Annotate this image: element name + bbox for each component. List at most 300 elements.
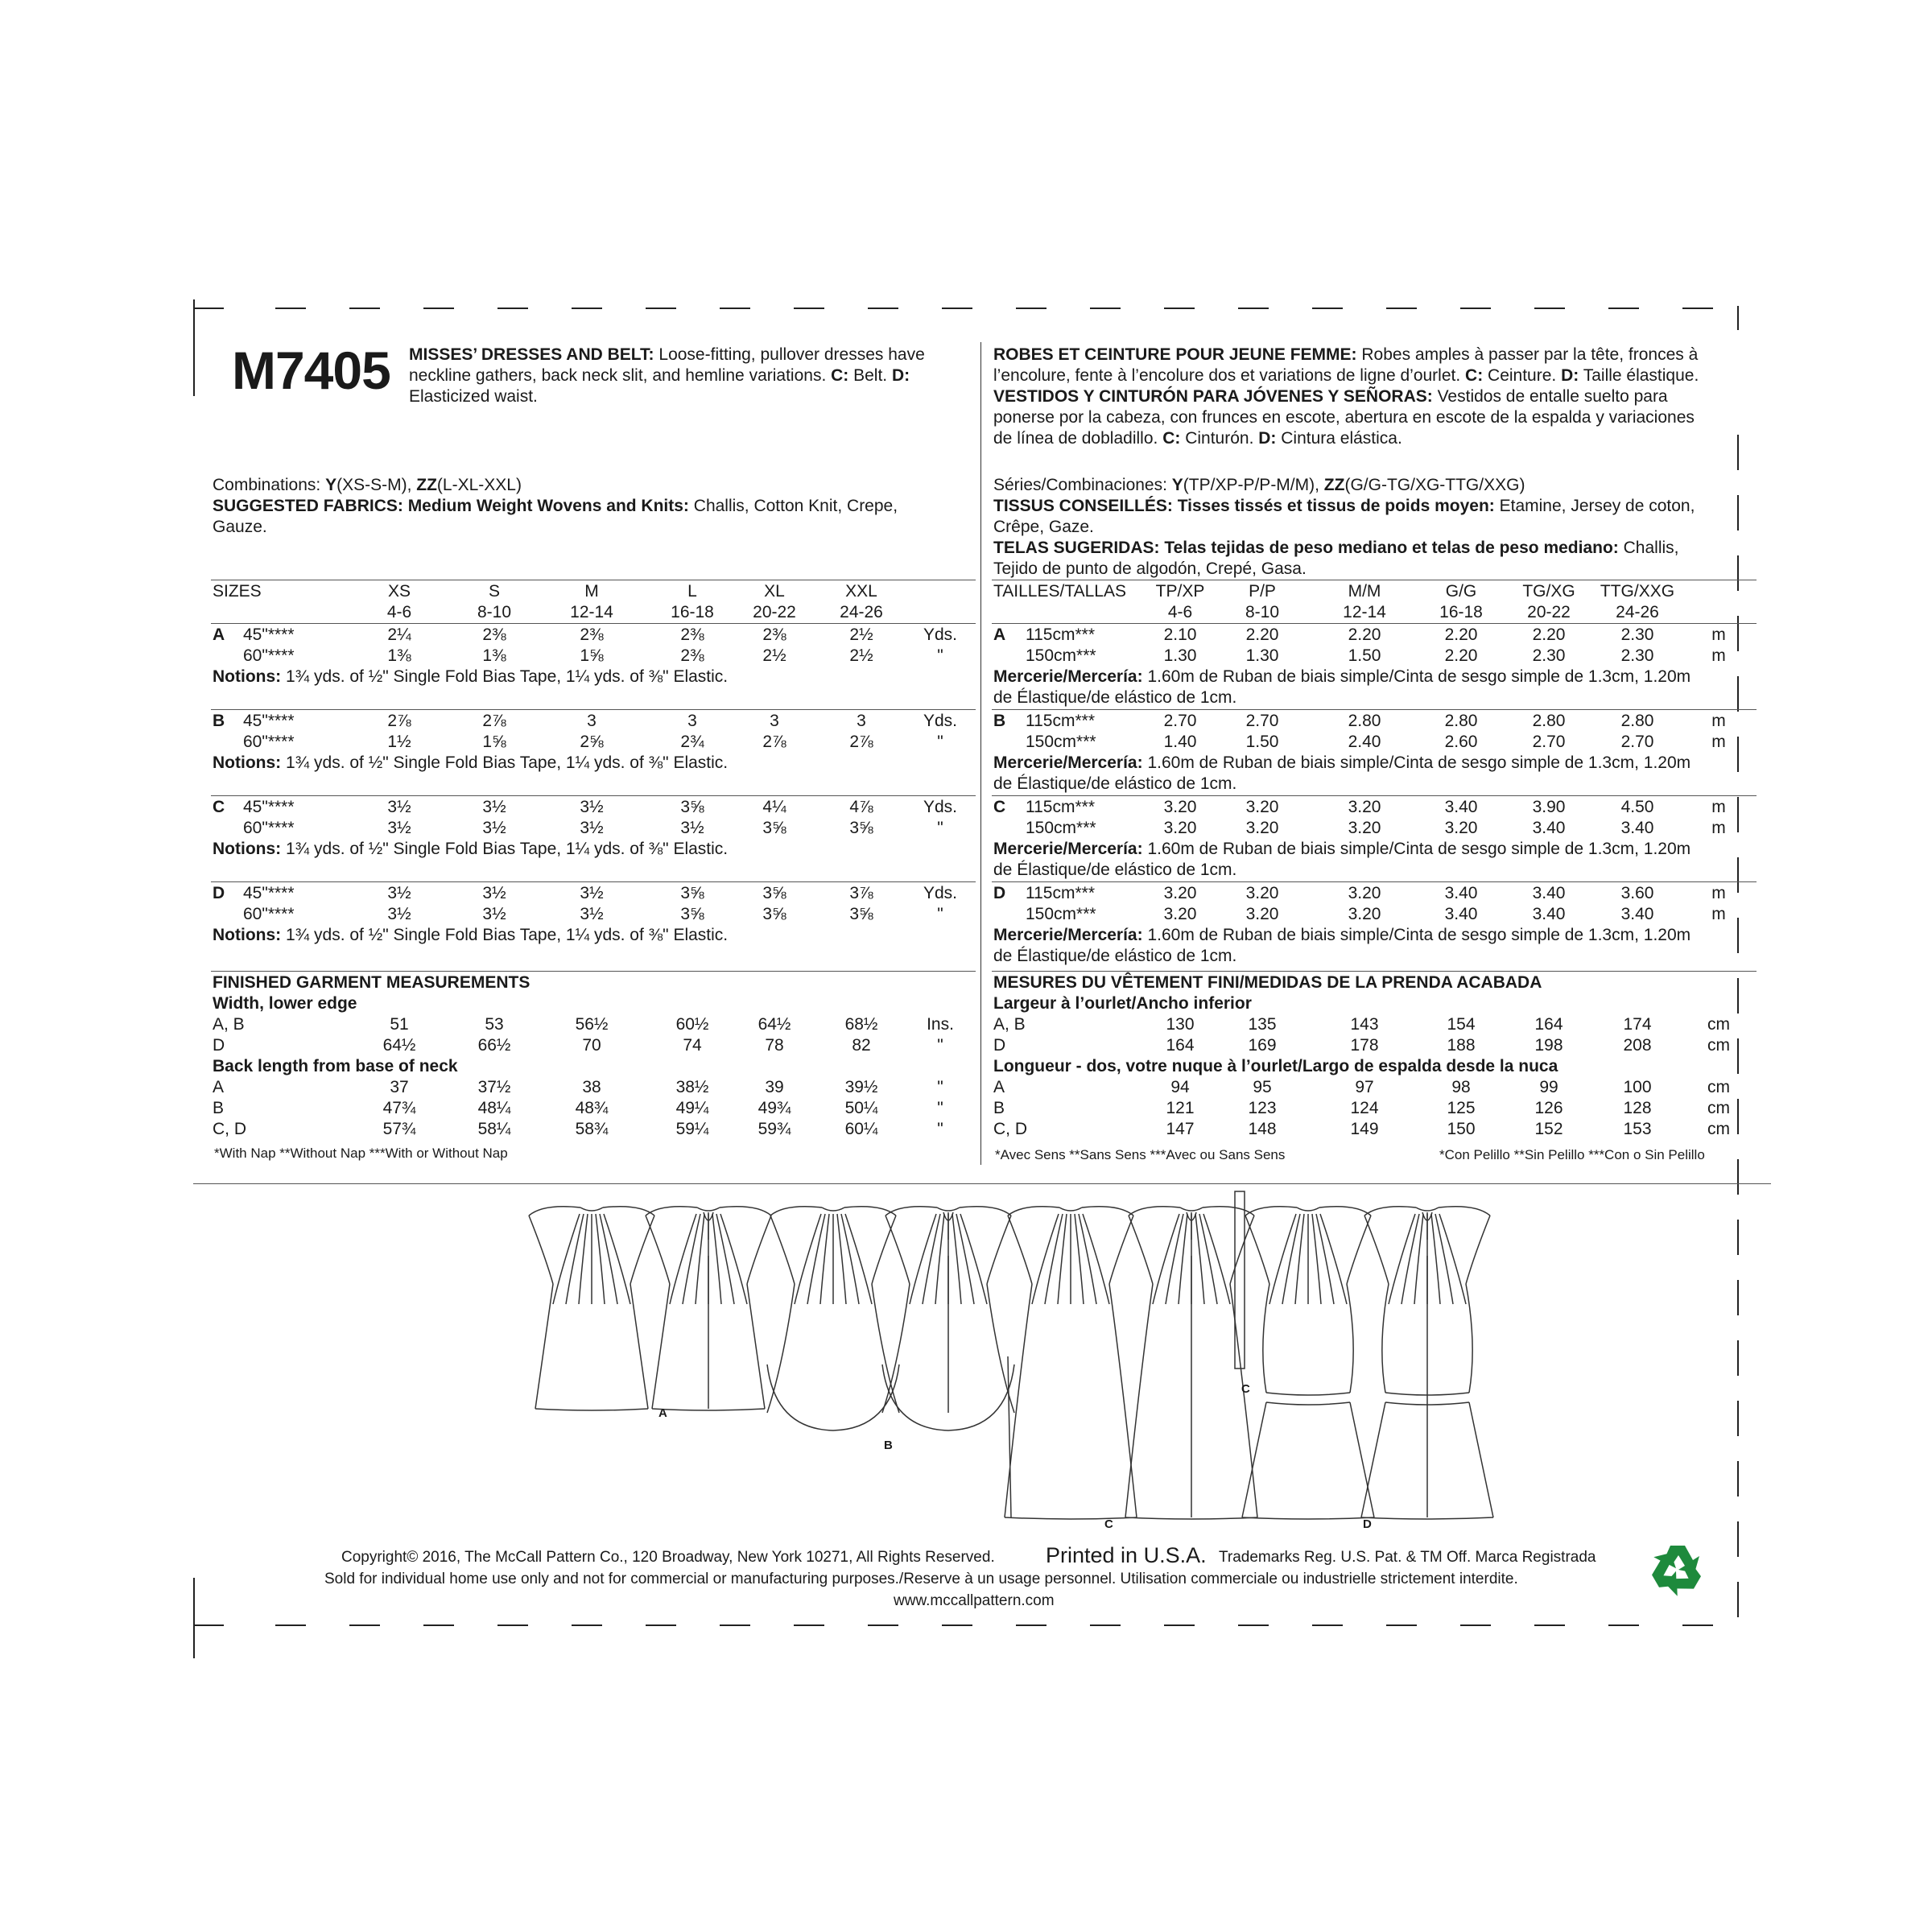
armhole (1347, 1216, 1371, 1284)
en-notions: Notions: 1¾ yds. of ½" Single Fold Bias Tape, 1¼ yds. of ⅜" Elastic. (213, 840, 729, 858)
en-yardage: 3½ (580, 905, 604, 923)
en-size-XL: XL (764, 582, 785, 601)
halter-strap (720, 1207, 771, 1216)
armhole (1230, 1216, 1254, 1284)
en-sizes-label: SIZES (213, 582, 262, 601)
en-yardage: 4⅞ (849, 798, 873, 816)
en-yardage: 1⅝ (580, 646, 604, 665)
side-seam (1125, 1284, 1153, 1517)
fr-yardage: 3.20 (1348, 819, 1381, 837)
fr-notions: Mercerie/Mercería: 1.60m de Ruban de biais simple/Cinta de sesgo simple de 1.3cm, 1.20m (993, 926, 1691, 944)
en-yardage: 2⅜ (680, 625, 704, 644)
fr-unit: cm (1707, 1099, 1730, 1117)
en-yardage: 3½ (387, 819, 411, 837)
fr-finished-value: 124 (1350, 1099, 1379, 1117)
en-finished-value: 37 (390, 1078, 409, 1096)
fr-size-range: 24-26 (1616, 603, 1659, 621)
fr-combinations: Séries/Combinaciones: Y(TP/XP-P/P-M/M), ZZ(G/G-TG/XG-TTG/XXG) (993, 476, 1525, 494)
armhole (1109, 1216, 1133, 1284)
en-yardage: 2⅞ (387, 712, 411, 730)
en-finished-label: D (213, 1036, 225, 1055)
en-size-L: L (687, 582, 697, 601)
fr-yardage: 3.40 (1532, 819, 1566, 837)
fr-yardage: 1.50 (1245, 733, 1279, 751)
fr-notions: Mercerie/Mercería: 1.60m de Ruban de biais simple/Cinta de sesgo simple de 1.3cm, 1.20m (993, 667, 1691, 686)
en-yardage: 4¼ (762, 798, 786, 816)
fr-unit: m (1711, 798, 1726, 816)
en-finished-value: 49¾ (758, 1099, 791, 1117)
en-yardage: 2¼ (387, 625, 411, 644)
fr-unit: cm (1707, 1120, 1730, 1138)
fr-unit: cm (1707, 1078, 1730, 1096)
en-yardage: 3½ (482, 798, 506, 816)
en-yardage: 1⅝ (482, 733, 506, 751)
view-letter-B: B (884, 1439, 893, 1452)
fr-finished-value: 130 (1166, 1015, 1195, 1034)
fr-size: G/G (1445, 582, 1477, 601)
armhole (1364, 1216, 1389, 1284)
gather-line (910, 1214, 936, 1304)
skirt-side (1242, 1402, 1266, 1517)
en-fabric-width: 45"**** (243, 884, 295, 902)
en-finished-value: 51 (390, 1015, 409, 1034)
fr-view-B: B (993, 712, 1006, 730)
fr-yardage: 3.20 (1245, 819, 1279, 837)
fr-notions: Mercerie/Mercería: 1.60m de Ruban de biais simple/Cinta de sesgo simple de 1.3cm, 1.20m (993, 753, 1691, 772)
skirt-side (1361, 1402, 1385, 1517)
fr-fabric-width: 115cm*** (1026, 712, 1095, 730)
footer-copyright: Copyright© 2016, The McCall Pattern Co., 120 Broadway, New York 10271, All Rights Reserved. (341, 1549, 995, 1566)
hem (1361, 1517, 1493, 1519)
en-nap-legend: *With Nap **Without Nap ***With or Without Nap (214, 1146, 508, 1161)
fr-yardage: 3.20 (1245, 884, 1279, 902)
fr-finished-value: 95 (1253, 1078, 1272, 1096)
view-letter-A: A (658, 1406, 667, 1420)
fr-view-A: A (993, 625, 1006, 644)
waist-seam (1266, 1393, 1350, 1395)
fr-yardage: 3.20 (1163, 905, 1197, 923)
gather-line (720, 1214, 747, 1304)
en-suggested-fabrics: SUGGESTED FABRICS: Medium Weight Wovens and Knits: Challis, Cotton Knit, Crepe, Gauze. (213, 497, 898, 536)
en-yardage: 3 (587, 712, 597, 730)
fr-size-range: 12-14 (1343, 603, 1386, 621)
fr-nap-legend: *Avec Sens **Sans Sens ***Avec ou Sans Sens (995, 1147, 1286, 1162)
fr-size-range: 4-6 (1167, 603, 1193, 621)
en-finished-value: 53 (485, 1015, 504, 1034)
fr-unit: m (1711, 884, 1726, 902)
footer-printed: Printed in U.S.A. (1046, 1543, 1207, 1567)
en-yardage: 1⅜ (482, 646, 506, 665)
gather-line (1083, 1214, 1109, 1304)
side-seam (882, 1284, 910, 1413)
fr-size: P/P (1249, 582, 1276, 601)
en-unit: " (937, 1099, 943, 1117)
neckline (1297, 1208, 1319, 1211)
pattern-code: M7405 (232, 341, 390, 400)
fr-finished-value: 123 (1248, 1099, 1277, 1117)
armhole (529, 1216, 553, 1284)
fr-size: TG/XG (1522, 582, 1575, 601)
halter-strap (960, 1207, 1011, 1216)
armhole (646, 1216, 670, 1284)
en-yardage: 3½ (482, 884, 506, 902)
fr-yardage: 3.20 (1444, 819, 1478, 837)
fr-yardage: 2.20 (1532, 625, 1566, 644)
fr-notions-2: de Élastique/de elástico de 1cm. (993, 947, 1237, 965)
en-finished-value: 60¼ (844, 1120, 878, 1138)
armhole (747, 1216, 771, 1284)
en-yardage: 3 (770, 712, 779, 730)
en-unit: Yds. (923, 798, 958, 816)
en-unit: " (937, 1120, 943, 1138)
en-size-range: 8-10 (477, 603, 512, 621)
neckline (937, 1208, 960, 1211)
en-finished-label: C, D (213, 1120, 246, 1138)
fr-finished-label: D (993, 1036, 1006, 1055)
side-seam (767, 1284, 795, 1413)
bodice-side (1466, 1284, 1472, 1393)
gather-line (1269, 1214, 1296, 1304)
en-finished-value: 70 (582, 1036, 601, 1055)
en-finished-value: 47¾ (382, 1099, 416, 1117)
en-yardage: 3⅝ (762, 884, 786, 902)
en-size-range: 4-6 (386, 603, 412, 621)
en-notions: Notions: 1¾ yds. of ½" Single Fold Bias Tape, 1¼ yds. of ⅜" Elastic. (213, 667, 729, 686)
fr-finished-value: 125 (1447, 1099, 1476, 1117)
en-yardage: 3½ (482, 819, 506, 837)
side-seam (652, 1284, 670, 1409)
fr-finished-label: B (993, 1099, 1005, 1117)
en-yardage: 3 (687, 712, 697, 730)
fr-size: M/M (1348, 582, 1381, 601)
en-finished-value: 59¾ (758, 1120, 791, 1138)
fr-size: TP/XP (1155, 582, 1205, 601)
en-finished-value: 49¼ (675, 1099, 709, 1117)
en-yardage: 2⅞ (482, 712, 506, 730)
en-finished-width: Width, lower edge (213, 994, 357, 1013)
footer-usage: Sold for individual home use only and not for commercial or manufacturing purposes./Reserve à un usage personnel. Utilisation commerciale ou industrielle strictement interdite. (324, 1571, 1518, 1587)
en-view-D: D (213, 884, 225, 902)
fr-finished-value: 178 (1350, 1036, 1379, 1055)
side-slit (1008, 1356, 1011, 1517)
en-finished-value: 64½ (382, 1036, 416, 1055)
side-seam (535, 1284, 553, 1409)
skirt-side (1469, 1402, 1493, 1517)
fr-finished-value: 148 (1248, 1120, 1277, 1138)
neckline (1059, 1208, 1082, 1211)
en-view-B: B (213, 712, 225, 730)
fr-yardage: 3.20 (1245, 798, 1279, 816)
fr-finished-value: 94 (1170, 1078, 1190, 1096)
fr-finished-label: C, D (993, 1120, 1027, 1138)
fr-finished-value: 164 (1166, 1036, 1195, 1055)
en-unit: " (937, 733, 943, 751)
side-seam (630, 1284, 648, 1409)
en-finished-label: A (213, 1078, 225, 1096)
fr-yardage: 3.60 (1620, 884, 1654, 902)
en-size-XXL: XXL (845, 582, 877, 601)
en-yardage: 2⅞ (762, 733, 786, 751)
fr-fabric-width: 150cm*** (1026, 646, 1096, 665)
halter-strap (1129, 1207, 1180, 1216)
hem (535, 1409, 648, 1410)
en-yardage: 2⅜ (580, 625, 604, 644)
halter-strap (1082, 1207, 1133, 1216)
fr-yardage: 2.60 (1444, 733, 1478, 751)
en-fabric-width: 60"**** (243, 905, 295, 923)
fr-finished-value: 147 (1166, 1120, 1195, 1138)
fr-unit: m (1711, 625, 1726, 644)
footer-website: www.mccallpattern.com (894, 1592, 1055, 1609)
view-letter-C: C (1241, 1382, 1250, 1396)
fr-fabric-width: 115cm*** (1026, 625, 1095, 644)
en-unit: " (937, 905, 943, 923)
fr-yardage: 3.20 (1348, 884, 1381, 902)
halter-strap (1008, 1207, 1059, 1216)
en-unit: " (937, 646, 943, 665)
en-yardage: 2½ (849, 625, 873, 644)
hem (1242, 1517, 1374, 1519)
en-finished-value: 82 (852, 1036, 871, 1055)
en-yardage: 2⅞ (849, 733, 873, 751)
en-finished-value: 38½ (675, 1078, 709, 1096)
en-finished-value: 60½ (675, 1015, 709, 1034)
fr-unit: m (1711, 712, 1726, 730)
fr-yardage: 1.30 (1163, 646, 1197, 665)
en-yardage: 3½ (387, 884, 411, 902)
en-yardage: 3⅝ (762, 819, 786, 837)
en-yardage: 3⅞ (849, 884, 873, 902)
fr-yardage: 2.80 (1532, 712, 1566, 730)
en-yardage: 3½ (387, 905, 411, 923)
view-letter-C: C (1104, 1517, 1113, 1531)
en-finished-value: 37½ (477, 1078, 511, 1096)
fr-suggested-fabrics: TISSUS CONSEILLÉS: Tisses tissés et tissus de poids moyen: Etamine, Jersey de coton, Crêpe, Gaze. TELAS SUGERIDAS: Telas tejidas de peso mediano et telas de peso mediano: Challis, Tejido de punto de algodón, Crepé, Gasa. (993, 497, 1695, 578)
fr-finished-value: 169 (1248, 1036, 1277, 1055)
en-finished-label: A, B (213, 1015, 245, 1034)
fr-yardage: 3.20 (1348, 905, 1381, 923)
fr-yardage: 3.40 (1444, 884, 1478, 902)
gather-line (1320, 1214, 1347, 1304)
hem (1005, 1517, 1137, 1519)
waist-seam (1266, 1402, 1350, 1405)
gather-line (1032, 1214, 1059, 1304)
en-fabric-width: 60"**** (243, 646, 295, 665)
fr-yardage: 3.20 (1163, 884, 1197, 902)
en-yardage: 2⅜ (762, 625, 786, 644)
halter-strap (529, 1207, 580, 1216)
en-yardage: 2⅜ (482, 625, 506, 644)
en-notions: Notions: 1¾ yds. of ½" Single Fold Bias Tape, 1¼ yds. of ⅜" Elastic. (213, 926, 729, 944)
armhole (872, 1216, 896, 1284)
en-size-range: 16-18 (671, 603, 714, 621)
en-finished-value: 66½ (477, 1036, 511, 1055)
es-nap-legend: *Con Pelillo **Sin Pelillo ***Con o Sin Pelillo (1439, 1147, 1705, 1162)
fr-fabric-width: 150cm*** (1026, 905, 1096, 923)
fr-yardage: 2.20 (1444, 625, 1478, 644)
fr-finished-value: 150 (1447, 1120, 1476, 1138)
fr-yardage: 2.70 (1245, 712, 1279, 730)
en-yardage: 3½ (580, 819, 604, 837)
en-yardage: 2½ (762, 646, 786, 665)
en-view-C: C (213, 798, 225, 816)
fr-unit: m (1711, 905, 1726, 923)
fr-finished-value: 135 (1248, 1015, 1277, 1034)
fr-finished-label: A, B (993, 1015, 1026, 1034)
fr-yardage: 2.70 (1532, 733, 1566, 751)
belt-illustration (1235, 1191, 1245, 1368)
en-fabric-width: 45"**** (243, 712, 295, 730)
en-yardage: 2⅝ (580, 733, 604, 751)
fr-yardage: 2.20 (1245, 625, 1279, 644)
halter-strap (1439, 1207, 1490, 1216)
en-finished-value: 64½ (758, 1015, 791, 1034)
fr-size-range: 20-22 (1527, 603, 1571, 621)
fr-yardage: 2.20 (1444, 646, 1478, 665)
en-finished-value: 78 (765, 1036, 784, 1055)
fr-finished-title: MESURES DU VÊTEMENT FINI/MEDIDAS DE LA PRENDA ACABADA (993, 973, 1542, 992)
fr-finished-value: 198 (1534, 1036, 1563, 1055)
en-yardage: 1⅜ (387, 646, 411, 665)
fr-finished-value: 149 (1350, 1120, 1379, 1138)
fr-finished-label: A (993, 1078, 1005, 1096)
en-yardage: 3½ (580, 798, 604, 816)
side-seam (1230, 1284, 1257, 1517)
curved-hem (767, 1364, 899, 1430)
fr-finished-value: 98 (1451, 1078, 1471, 1096)
gather-line (960, 1214, 987, 1304)
bodice-side (1263, 1284, 1269, 1393)
en-notions: Notions: 1¾ yds. of ½" Single Fold Bias Tape, 1¼ yds. of ⅜" Elastic. (213, 753, 729, 772)
fr-yardage: 3.40 (1620, 905, 1654, 923)
fr-yardage: 2.80 (1444, 712, 1478, 730)
en-yardage: 2⅜ (680, 646, 704, 665)
fr-yardage: 2.30 (1620, 646, 1654, 665)
fr-notions-2: de Élastique/de elástico de 1cm. (993, 774, 1237, 793)
armhole (886, 1216, 910, 1284)
fr-sizes-label: TAILLES/TALLAS (993, 582, 1126, 601)
hem (1125, 1517, 1257, 1519)
gather-line (670, 1214, 696, 1304)
gather-line (1153, 1214, 1179, 1304)
halter-strap (770, 1207, 822, 1216)
en-yardage: 2¾ (680, 733, 704, 751)
en-yardage: 3½ (387, 798, 411, 816)
en-fabric-width: 60"**** (243, 819, 295, 837)
en-size-XS: XS (387, 582, 411, 601)
fr-yardage: 2.10 (1163, 625, 1197, 644)
gather-line (1439, 1214, 1466, 1304)
bodice-side (1382, 1284, 1389, 1393)
english-description: MISSES’ DRESSES AND BELT: Loose-fitting, pullover dresses have neckline gathers, back neck slit, and hemline variations. C: Belt. D: Elasticized waist. (409, 345, 925, 406)
fr-finished-value: 99 (1539, 1078, 1558, 1096)
en-finished-label: B (213, 1099, 225, 1117)
en-finished-length: Back length from base of neck (213, 1057, 458, 1075)
fr-yardage: 2.20 (1348, 625, 1381, 644)
en-unit: Ins. (927, 1015, 954, 1034)
fr-finished-value: 128 (1623, 1099, 1652, 1117)
fr-finished-width: Largeur à l’ourlet/Ancho inferior (993, 994, 1252, 1013)
en-unit: Yds. (923, 625, 958, 644)
fr-yardage: 3.20 (1163, 819, 1197, 837)
fr-finished-value: 153 (1623, 1120, 1652, 1138)
gather-line (845, 1214, 872, 1304)
fr-view-C: C (993, 798, 1006, 816)
fr-yardage: 3.20 (1348, 798, 1381, 816)
fr-notions: Mercerie/Mercería: 1.60m de Ruban de biais simple/Cinta de sesgo simple de 1.3cm, 1.20m (993, 840, 1691, 858)
en-yardage: 3⅝ (680, 884, 704, 902)
fr-size: TTG/XXG (1600, 582, 1675, 601)
fr-finished-value: 121 (1166, 1099, 1195, 1117)
en-view-A: A (213, 625, 225, 644)
view-letter-D: D (1363, 1517, 1372, 1531)
gather-line (553, 1214, 580, 1304)
fr-finished-length: Longueur - dos, votre nuque à l’ourlet/Largo de espalda desde la nuca (993, 1057, 1558, 1075)
en-finished-value: 58¾ (575, 1120, 609, 1138)
fr-fabric-width: 150cm*** (1026, 819, 1096, 837)
fr-fabric-width: 115cm*** (1026, 798, 1095, 816)
neckline (697, 1208, 720, 1211)
fr-yardage: 2.30 (1620, 625, 1654, 644)
en-finished-value: 56½ (575, 1015, 609, 1034)
skirt-side (1350, 1402, 1374, 1517)
fr-unit: m (1711, 646, 1726, 665)
fr-yardage: 2.30 (1532, 646, 1566, 665)
en-yardage: 3⅝ (849, 905, 873, 923)
fr-yardage: 3.40 (1444, 798, 1478, 816)
en-finished-value: 38 (582, 1078, 601, 1096)
armhole (630, 1216, 654, 1284)
fr-finished-value: 188 (1447, 1036, 1476, 1055)
fr-fabric-width: 115cm*** (1026, 884, 1095, 902)
en-yardage: 3⅝ (680, 798, 704, 816)
en-size-range: 24-26 (840, 603, 883, 621)
en-fabric-width: 45"**** (243, 625, 295, 644)
fr-notions-2: de Élastique/de elástico de 1cm. (993, 688, 1237, 707)
fr-yardage: 1.50 (1348, 646, 1381, 665)
neckline (1180, 1208, 1203, 1211)
side-seam (747, 1284, 765, 1409)
fr-yardage: 3.40 (1532, 905, 1566, 923)
bodice-side (1347, 1284, 1353, 1393)
en-yardage: 3½ (580, 884, 604, 902)
fr-finished-value: 143 (1350, 1015, 1379, 1034)
en-finished-title: FINISHED GARMENT MEASUREMENTS (213, 973, 530, 992)
fr-yardage: 2.80 (1348, 712, 1381, 730)
fr-size-range: 16-18 (1439, 603, 1483, 621)
en-finished-value: 68½ (844, 1015, 878, 1034)
en-fabric-width: 60"**** (243, 733, 295, 751)
fr-yardage: 3.40 (1444, 905, 1478, 923)
en-unit: " (937, 1036, 943, 1055)
fr-finished-value: 97 (1355, 1078, 1374, 1096)
armhole (1466, 1216, 1490, 1284)
halter-strap (1319, 1207, 1371, 1216)
fr-yardage: 2.70 (1163, 712, 1197, 730)
en-yardage: 3½ (680, 819, 704, 837)
en-finished-value: 57¾ (382, 1120, 416, 1138)
en-finished-value: 58¼ (477, 1120, 511, 1138)
armhole (1129, 1216, 1153, 1284)
fr-size-range: 8-10 (1245, 603, 1280, 621)
en-unit: " (937, 1078, 943, 1096)
en-finished-value: 48¼ (477, 1099, 511, 1117)
gather-line (1203, 1214, 1230, 1304)
en-finished-value: 39 (765, 1078, 784, 1096)
side-seam (872, 1284, 899, 1413)
fr-yardage: 3.20 (1245, 905, 1279, 923)
fr-yardage: 3.90 (1532, 798, 1566, 816)
